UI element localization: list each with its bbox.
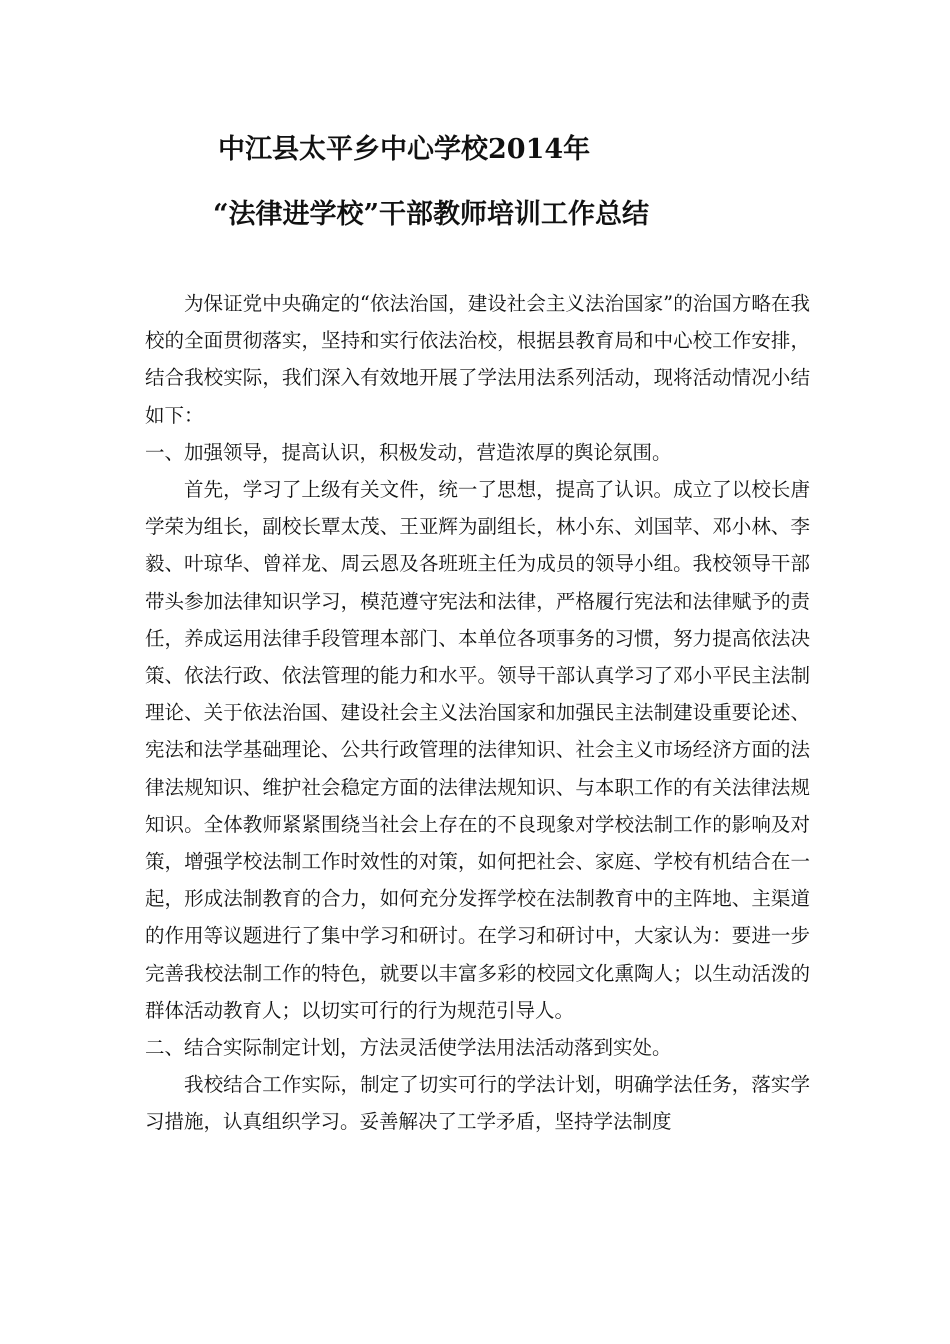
- paragraph-intro: 为保证党中央确定的“依法治国，建设社会主义法治国家”的治国方略在我校的全面贯彻落实，坚持和实行依法治校，根据县教育局和中心校工作安排，结合我校实际，我们深入有效地开展了学法用法系列活动，现将活动情况小结如下：: [145, 292, 810, 427]
- section-heading-1: 一、加强领导，提高认识，积极发动，营造浓厚的舆论氛围。: [145, 440, 672, 464]
- document-title-line-1: 中江县太平乡中心学校2014年: [218, 134, 591, 165]
- paragraph-section-2: 我校结合工作实际，制定了切实可行的学法计划，明确学法任务，落实学习措施，认真组织学习。妥善解决了工学矛盾，坚持学法制度: [145, 1073, 810, 1134]
- document-title-line-2: “法律进学校”干部教师培训工作总结: [213, 199, 650, 230]
- paragraph-section-1: 首先，学习了上级有关文件，统一了思想，提高了认识。成立了以校长唐学荣为组长，副校长覃太茂、王亚辉为副组长，林小东、刘国苹、邓小林、李毅、叶琼华、曾祥龙、周云恩及各班班主任为成员的领导小组。我校领导干部带头参加法律知识学习，模范遵守宪法和法律，严格履行宪法和法律赋予的责任，养成运用法律手段管理本部门、本单位各项事务的习惯，努力提高依法决策、依法行政、依法管理的能力和水平。领导干部认真学习了邓小平民主法制理论、关于依法治国、建设社会主义法治国家和加强民主法制建设重要论述、宪法和法学基础理论、公共行政管理的法律知识、社会主义市场经济方面的法律法规知识、维护社会稳定方面的法律法规知识、与本职工作的有关法律法规知识。全体教师紧紧围绕当社会上存在的不良现象对学校法制工作的影响及对策，增强学校法制工作时效性的对策，如何把社会、家庭、学校有机结合在一起，形成法制教育的合力，如何充分发挥学校在法制教育中的主阵地、主渠道的作用等议题进行了集中学习和研讨。在学习和研讨中，大家认为：要进一步完善我校法制工作的特色，就要以丰富多彩的校园文化熏陶人；以生动活泼的群体活动教育人；以切实可行的行为规范引导人。: [145, 478, 810, 1022]
- section-heading-2: 二、结合实际制定计划，方法灵活使学法用法活动落到实处。: [145, 1036, 672, 1060]
- document-body: [145, 285, 810, 1141]
